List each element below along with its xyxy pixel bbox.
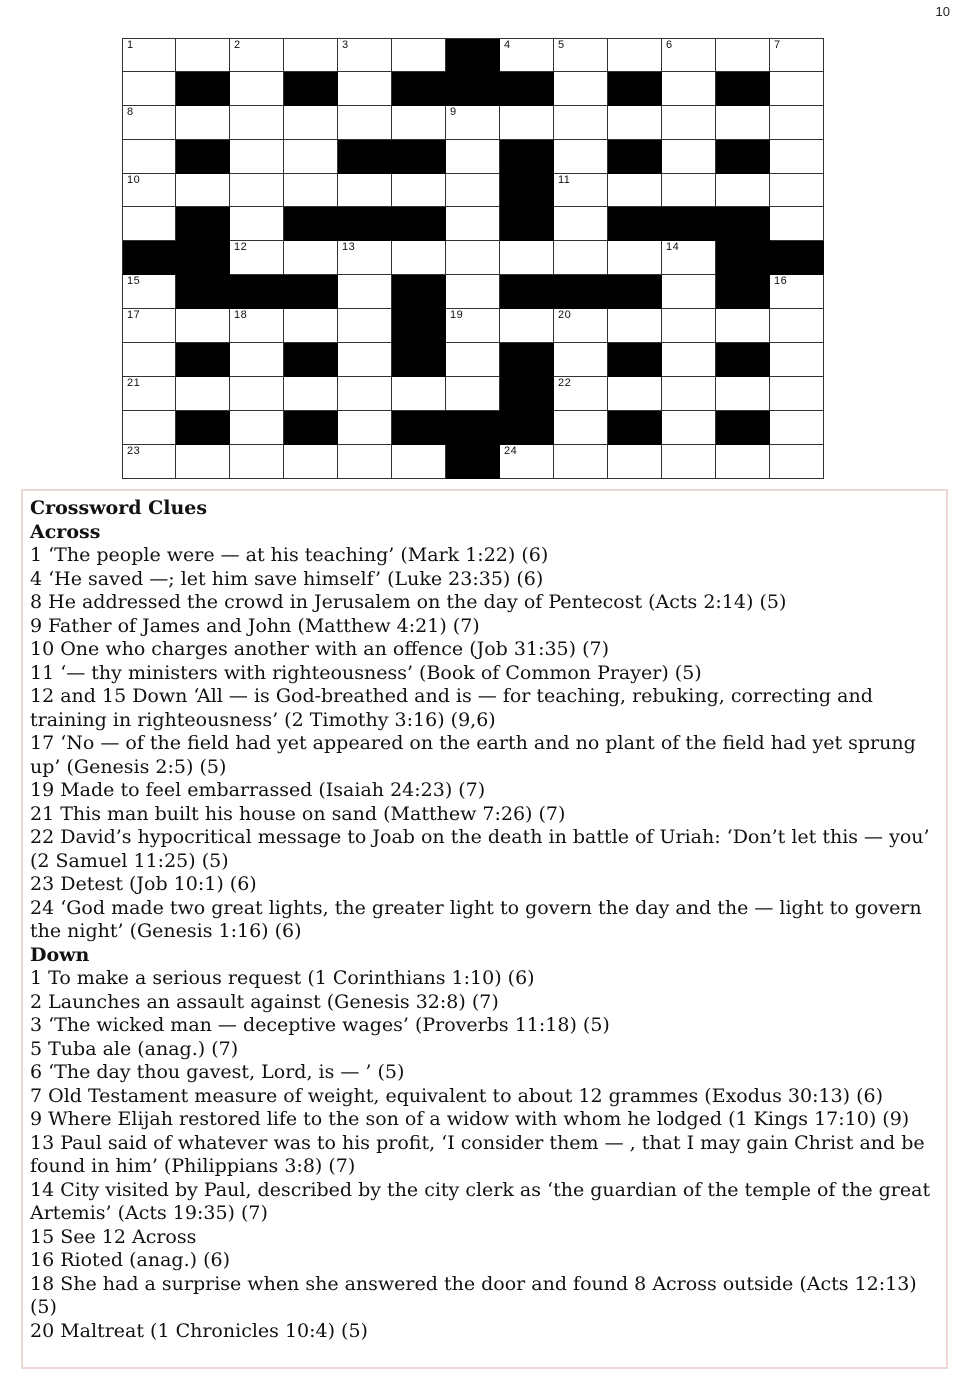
grid-cell[interactable] xyxy=(554,207,608,241)
grid-cell[interactable] xyxy=(716,106,770,140)
grid-cell[interactable] xyxy=(338,106,392,140)
clue-number: 1 xyxy=(127,39,134,51)
clue-number: 14 xyxy=(666,241,680,254)
black-square xyxy=(284,411,338,445)
grid-cell[interactable] xyxy=(230,38,284,72)
black-square xyxy=(554,275,608,309)
grid-cell[interactable] xyxy=(122,411,176,445)
grid-cell[interactable] xyxy=(770,377,824,411)
grid-cell[interactable] xyxy=(554,174,608,208)
grid-cell[interactable] xyxy=(770,445,824,479)
grid-cell[interactable] xyxy=(608,174,662,208)
across-clue: 8 He addressed the crowd in Jerusalem on the day of Pentecost (Acts 2:14) (5) xyxy=(30,591,787,613)
down-clue-list xyxy=(30,967,939,1343)
clue-number: 21 xyxy=(127,376,141,389)
down-clue: 15 See 12 Across xyxy=(30,1225,197,1248)
grid-cell[interactable] xyxy=(770,106,824,140)
black-square xyxy=(500,343,554,377)
grid-cell[interactable] xyxy=(446,241,500,275)
black-square xyxy=(500,377,554,411)
black-square xyxy=(446,445,500,479)
black-square xyxy=(392,275,446,309)
grid-cell[interactable] xyxy=(446,174,500,208)
grid-cell[interactable] xyxy=(716,38,770,72)
black-square xyxy=(716,241,770,275)
grid-cell[interactable] xyxy=(662,445,716,479)
black-square xyxy=(716,343,770,377)
grid-cell[interactable] xyxy=(176,445,230,479)
grid-cell[interactable] xyxy=(284,106,338,140)
grid-cell[interactable] xyxy=(500,38,554,72)
down-heading: Down xyxy=(30,943,90,966)
across-clue: 21 This man built his house on sand (Matthew 7:26) (7) xyxy=(30,802,566,825)
across-clue: 12 and 15 Down ‘All — is God-breathed and is — for teaching, rebuking, correcting and training in righteousness’ (2 Timothy 3:16) (9,6) xyxy=(30,685,873,731)
clue-number: 5 xyxy=(558,39,565,51)
down-clue: 20 Maltreat (1 Chronicles 10:4) (5) xyxy=(30,1319,368,1342)
grid-cell[interactable] xyxy=(392,174,446,208)
clue-number: 12 xyxy=(234,241,248,254)
grid-cell[interactable] xyxy=(662,38,716,72)
black-square xyxy=(500,174,554,208)
grid-cell[interactable] xyxy=(716,309,770,343)
grid-cell[interactable] xyxy=(230,377,284,411)
grid-cell[interactable] xyxy=(500,106,554,140)
grid-cell[interactable] xyxy=(662,72,716,106)
black-square xyxy=(446,411,500,445)
grid-cell[interactable] xyxy=(284,445,338,479)
grid-cell[interactable] xyxy=(284,309,338,343)
clue-number: 11 xyxy=(558,173,571,186)
grid-cell[interactable] xyxy=(338,174,392,208)
black-square xyxy=(608,343,662,377)
grid-cell[interactable] xyxy=(284,174,338,208)
clue-number: 19 xyxy=(450,309,464,322)
grid-cell[interactable] xyxy=(446,275,500,309)
grid-cell[interactable] xyxy=(338,377,392,411)
grid-cell[interactable] xyxy=(554,241,608,275)
grid-cell[interactable] xyxy=(554,38,608,72)
grid-cell[interactable] xyxy=(230,207,284,241)
black-square xyxy=(392,411,446,445)
black-square xyxy=(608,275,662,309)
grid-cell[interactable] xyxy=(662,140,716,174)
clue-number: 8 xyxy=(127,105,134,118)
grid-cell[interactable] xyxy=(230,411,284,445)
down-clue: 9 Where Elijah restored life to the son of a widow with whom he lodged (1 Kings 17:10) (9) xyxy=(30,1108,910,1130)
clue-number: 6 xyxy=(666,39,673,51)
clue-number: 20 xyxy=(558,309,572,322)
clue-number: 13 xyxy=(342,241,356,254)
grid-cell[interactable] xyxy=(392,106,446,140)
black-square xyxy=(392,309,446,343)
across-clue-list xyxy=(30,544,939,944)
across-clue: 24 ‘God made two great lights, the greater light to govern the day and the — light to govern the night’ (Genesis 1:16) (6) xyxy=(30,896,922,942)
grid-cell[interactable] xyxy=(716,377,770,411)
black-square xyxy=(716,411,770,445)
clue-number: 3 xyxy=(342,39,349,51)
black-square xyxy=(608,207,662,241)
black-square xyxy=(176,207,230,241)
black-square xyxy=(338,140,392,174)
black-square xyxy=(662,207,716,241)
down-clue: 6 ‘The day thou gavest, Lord, is — ’ (5) xyxy=(30,1061,405,1083)
grid-cell[interactable] xyxy=(122,207,176,241)
grid-cell[interactable] xyxy=(122,445,176,479)
clue-number: 10 xyxy=(127,173,141,186)
black-square xyxy=(284,72,338,106)
grid-cell[interactable] xyxy=(230,140,284,174)
black-square xyxy=(284,343,338,377)
grid-cell[interactable] xyxy=(446,377,500,411)
grid-cell[interactable] xyxy=(446,140,500,174)
grid-cell[interactable] xyxy=(392,241,446,275)
grid-cell[interactable] xyxy=(122,106,176,140)
grid-cell[interactable] xyxy=(176,106,230,140)
grid-cell[interactable] xyxy=(770,140,824,174)
grid-cell[interactable] xyxy=(770,207,824,241)
grid-cell[interactable] xyxy=(176,174,230,208)
black-square xyxy=(392,207,446,241)
grid-cell[interactable] xyxy=(662,275,716,309)
grid-cell[interactable] xyxy=(284,241,338,275)
clue-number: 15 xyxy=(127,275,141,288)
grid-cell[interactable] xyxy=(122,72,176,106)
grid-cell[interactable] xyxy=(662,174,716,208)
grid-cell[interactable] xyxy=(554,72,608,106)
across-clue: 1 ‘The people were — at his teaching’ (Mark 1:22) (6) xyxy=(30,544,549,566)
grid-cell[interactable] xyxy=(446,207,500,241)
down-clue: 1 To make a serious request (1 Corinthians 1:10) (6) xyxy=(30,967,535,989)
grid-cell[interactable] xyxy=(392,377,446,411)
grid-cell[interactable] xyxy=(338,445,392,479)
across-heading: Across xyxy=(30,520,101,543)
grid-cell[interactable] xyxy=(338,411,392,445)
black-square xyxy=(446,72,500,106)
black-square xyxy=(500,275,554,309)
clues-panel xyxy=(21,489,948,1369)
grid-cell[interactable] xyxy=(500,241,554,275)
grid-cell[interactable] xyxy=(176,309,230,343)
grid-cell[interactable] xyxy=(338,275,392,309)
clue-number: 24 xyxy=(504,444,518,457)
black-square xyxy=(608,72,662,106)
grid-cell[interactable] xyxy=(770,174,824,208)
clue-number: 17 xyxy=(127,309,141,322)
black-square xyxy=(176,411,230,445)
grid-cell[interactable] xyxy=(230,72,284,106)
grid-cell[interactable] xyxy=(554,445,608,479)
grid-cell[interactable] xyxy=(338,309,392,343)
grid-cell[interactable] xyxy=(608,445,662,479)
grid-cell[interactable] xyxy=(122,377,176,411)
grid-cell[interactable] xyxy=(284,38,338,72)
grid-cell[interactable] xyxy=(770,411,824,445)
black-square xyxy=(338,207,392,241)
grid-cell[interactable] xyxy=(770,343,824,377)
across-clue: 10 One who charges another with an offence (Job 31:35) (7) xyxy=(30,638,610,660)
down-clue: 13 Paul said of whatever was to his profit, ‘I consider them — , that I may gain Christ and be found in him’ (Philippians 3:8) (7) xyxy=(30,1131,925,1177)
grid-cell[interactable] xyxy=(338,38,392,72)
grid-cell[interactable] xyxy=(554,140,608,174)
grid-cell[interactable] xyxy=(716,445,770,479)
down-clue: 14 City visited by Paul, described by the city clerk as ‘the guardian of the temple of the great Artemis’ (Acts 19:35) (7) xyxy=(30,1178,931,1224)
grid-cell[interactable] xyxy=(608,309,662,343)
grid-cell[interactable] xyxy=(122,275,176,309)
across-clue: 23 Detest (Job 10:1) (6) xyxy=(30,873,257,895)
black-square xyxy=(608,411,662,445)
crossword-grid xyxy=(122,38,824,479)
grid-cell[interactable] xyxy=(446,343,500,377)
grid-cell[interactable] xyxy=(716,174,770,208)
grid-cell[interactable] xyxy=(284,140,338,174)
grid-cell[interactable] xyxy=(770,309,824,343)
grid-cell[interactable] xyxy=(500,445,554,479)
black-square xyxy=(500,72,554,106)
grid-cell[interactable] xyxy=(554,377,608,411)
grid-cell[interactable] xyxy=(608,38,662,72)
black-square xyxy=(608,140,662,174)
across-clue: 19 Made to feel embarrassed (Isaiah 24:23) (7) xyxy=(30,779,486,801)
black-square xyxy=(446,38,500,72)
grid-cell[interactable] xyxy=(662,377,716,411)
grid-cell[interactable] xyxy=(230,241,284,275)
black-square xyxy=(500,140,554,174)
black-square xyxy=(176,72,230,106)
grid-cell[interactable] xyxy=(554,309,608,343)
black-square xyxy=(176,241,230,275)
across-clue: 22 David’s hypocritical message to Joab on the death in battle of Uriah: ‘Don’t let this — you’ (2 Samuel 11:25) (5) xyxy=(30,826,930,872)
black-square xyxy=(500,411,554,445)
grid-cell[interactable] xyxy=(230,343,284,377)
black-square xyxy=(716,72,770,106)
black-square xyxy=(176,140,230,174)
grid-cell[interactable] xyxy=(392,445,446,479)
grid-cell[interactable] xyxy=(608,377,662,411)
grid-cell[interactable] xyxy=(770,38,824,72)
grid-cell[interactable] xyxy=(338,343,392,377)
black-square xyxy=(770,241,824,275)
grid-cell[interactable] xyxy=(500,309,554,343)
black-square xyxy=(176,275,230,309)
black-square xyxy=(716,275,770,309)
clue-number: 4 xyxy=(504,39,511,51)
grid-cell[interactable] xyxy=(662,241,716,275)
across-clue: 9 Father of James and John (Matthew 4:21) (7) xyxy=(30,614,480,637)
grid-cell[interactable] xyxy=(446,309,500,343)
grid-cell[interactable] xyxy=(662,309,716,343)
page-number: 10 xyxy=(935,4,950,19)
clue-number: 7 xyxy=(774,39,781,51)
across-clue: 4 ‘He saved —; let him save himself’ (Luke 23:35) (6) xyxy=(30,567,544,590)
clue-number: 9 xyxy=(450,105,457,118)
grid-cell[interactable] xyxy=(662,343,716,377)
grid-cell[interactable] xyxy=(176,38,230,72)
grid-cell[interactable] xyxy=(338,241,392,275)
down-clue: 2 Launches an assault against (Genesis 32:8) (7) xyxy=(30,990,499,1013)
grid-cell[interactable] xyxy=(230,309,284,343)
black-square xyxy=(392,343,446,377)
grid-cell[interactable] xyxy=(554,106,608,140)
black-square xyxy=(716,140,770,174)
clue-number: 16 xyxy=(774,275,788,288)
down-clue: 18 She had a surprise when she answered the door and found 8 Across outside (Acts 12:13) (5) xyxy=(30,1272,917,1318)
black-square xyxy=(176,343,230,377)
grid-cell[interactable] xyxy=(338,72,392,106)
grid-cell[interactable] xyxy=(554,343,608,377)
clue-number: 2 xyxy=(234,39,241,51)
grid-cell[interactable] xyxy=(122,174,176,208)
grid-cell[interactable] xyxy=(284,377,338,411)
clue-number: 23 xyxy=(127,444,141,457)
grid-cell[interactable] xyxy=(770,275,824,309)
black-square xyxy=(122,241,176,275)
grid-cell[interactable] xyxy=(662,106,716,140)
grid-cell[interactable] xyxy=(230,174,284,208)
down-clue: 7 Old Testament measure of weight, equivalent to about 12 grammes (Exodus 30:13) (6) xyxy=(30,1084,884,1107)
black-square xyxy=(500,207,554,241)
black-square xyxy=(392,72,446,106)
grid-cell[interactable] xyxy=(554,411,608,445)
clue-number: 22 xyxy=(558,376,572,389)
grid-cell[interactable] xyxy=(770,72,824,106)
grid-cell[interactable] xyxy=(230,445,284,479)
grid-cell[interactable] xyxy=(446,106,500,140)
grid-cell[interactable] xyxy=(176,377,230,411)
across-clue: 11 ‘— thy ministers with righteousness’ (Book of Common Prayer) (5) xyxy=(30,661,702,684)
down-clue: 16 Rioted (anag.) (6) xyxy=(30,1249,230,1271)
grid-cell[interactable] xyxy=(122,38,176,72)
grid-cell[interactable] xyxy=(608,241,662,275)
black-square xyxy=(230,275,284,309)
grid-cell[interactable] xyxy=(662,411,716,445)
down-clue: 5 Tuba ale (anag.) (7) xyxy=(30,1037,239,1060)
black-square xyxy=(284,275,338,309)
black-square xyxy=(284,207,338,241)
grid-cell[interactable] xyxy=(608,106,662,140)
black-square xyxy=(392,140,446,174)
clues-title: Crossword Clues xyxy=(30,497,208,519)
grid-cell[interactable] xyxy=(122,140,176,174)
clue-number: 18 xyxy=(234,309,248,322)
grid-cell[interactable] xyxy=(392,38,446,72)
grid-cell[interactable] xyxy=(122,343,176,377)
down-clue: 3 ‘The wicked man — deceptive wages’ (Proverbs 11:18) (5) xyxy=(30,1014,610,1036)
black-square xyxy=(716,207,770,241)
grid-cell[interactable] xyxy=(230,106,284,140)
across-clue: 17 ‘No — of the field had yet appeared on the earth and no plant of the field had yet sprung up’ (Genesis 2:5) (5) xyxy=(30,732,916,778)
grid-cell[interactable] xyxy=(122,309,176,343)
